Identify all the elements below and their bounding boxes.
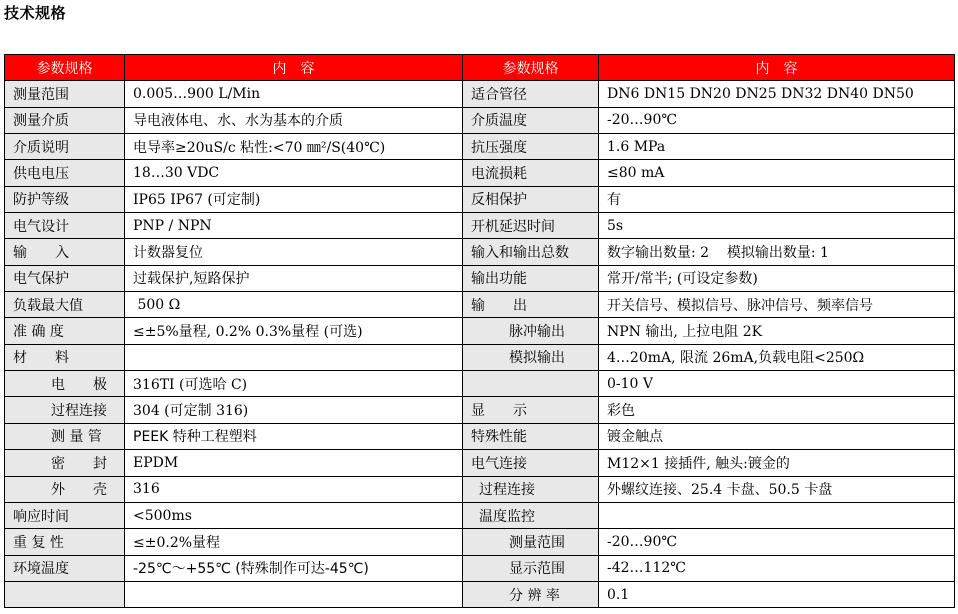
row-value-left: 电导率≥20uS/c 粘性:<70 ㎜²/S(40℃) bbox=[125, 134, 463, 160]
row-value-left bbox=[125, 344, 463, 370]
row-value-left: 18…30 VDC bbox=[125, 160, 463, 186]
row-value-left: 0.005…900 L/Min bbox=[125, 81, 463, 107]
row-label-left: 电气保护 bbox=[5, 265, 125, 291]
row-label-right: 特殊性能 bbox=[463, 423, 599, 449]
header-content-right: 内 容 bbox=[599, 55, 955, 81]
row-label-left: 供电电压 bbox=[5, 160, 125, 186]
row-label-right: 模拟输出 bbox=[463, 344, 599, 370]
spec-table bbox=[4, 54, 955, 608]
row-label-left bbox=[5, 581, 125, 607]
table-row bbox=[5, 581, 955, 607]
row-label-right: 测量范围 bbox=[463, 529, 599, 555]
row-value-left: PEEK 特种工程塑料 bbox=[125, 423, 463, 449]
row-label-left: 电 极 bbox=[5, 371, 125, 397]
table-row bbox=[5, 397, 955, 423]
row-label-left: 测 量 管 bbox=[5, 423, 125, 449]
row-label-left: 密 封 bbox=[5, 450, 125, 476]
row-value-right: ≤80 mA bbox=[599, 160, 955, 186]
row-label-left: 电气设计 bbox=[5, 213, 125, 239]
table-row bbox=[5, 318, 955, 344]
row-label-left: 重 复 性 bbox=[5, 529, 125, 555]
row-value-right: 0.1 bbox=[599, 581, 955, 607]
row-label-right: 介质温度 bbox=[463, 107, 599, 133]
row-label-right: 电流损耗 bbox=[463, 160, 599, 186]
table-row bbox=[5, 423, 955, 449]
table-row bbox=[5, 502, 955, 528]
row-label-right: 开机延迟时间 bbox=[463, 213, 599, 239]
row-label-left: 测量范围 bbox=[5, 81, 125, 107]
table-header-row bbox=[5, 55, 955, 81]
table-row bbox=[5, 476, 955, 502]
row-label-right: 抗压强度 bbox=[463, 134, 599, 160]
row-label-left: 介质说明 bbox=[5, 134, 125, 160]
row-value-right: 常开/常半; (可设定参数) bbox=[599, 265, 955, 291]
row-label-left: 负载最大值 bbox=[5, 292, 125, 318]
row-label-left: 环境温度 bbox=[5, 555, 125, 581]
row-label-right: 适合管径 bbox=[463, 81, 599, 107]
row-label-left: 材 料 bbox=[5, 344, 125, 370]
row-label-right: 温度监控 bbox=[463, 502, 599, 528]
row-label-left: 过程连接 bbox=[5, 397, 125, 423]
row-label-right: 脉冲输出 bbox=[463, 318, 599, 344]
row-value-left: 304 (可定制 316) bbox=[125, 397, 463, 423]
row-value-left: ≤±5%量程, 0.2% 0.3%量程 (可选) bbox=[125, 318, 463, 344]
row-label-left: 防护等级 bbox=[5, 186, 125, 212]
row-value-right: 开关信号、模拟信号、脉冲信号、频率信号 bbox=[599, 292, 955, 318]
row-value-left: IP65 IP67 (可定制) bbox=[125, 186, 463, 212]
row-label-right: 电气连接 bbox=[463, 450, 599, 476]
row-value-right: 外螺纹连接、25.4 卡盘、50.5 卡盘 bbox=[599, 476, 955, 502]
row-value-left: 过载保护,短路保护 bbox=[125, 265, 463, 291]
table-row bbox=[5, 344, 955, 370]
row-value-left: 500 Ω bbox=[125, 292, 463, 318]
row-label-left: 外 壳 bbox=[5, 476, 125, 502]
row-label-right: 反相保护 bbox=[463, 186, 599, 212]
row-value-left: ≤±0.2%量程 bbox=[125, 529, 463, 555]
row-label-right: 输入和输出总数 bbox=[463, 239, 599, 265]
row-value-left: PNP / NPN bbox=[125, 213, 463, 239]
row-value-right bbox=[599, 502, 955, 528]
table-row bbox=[5, 186, 955, 212]
row-label-left: 输 入 bbox=[5, 239, 125, 265]
row-value-right: 0-10 V bbox=[599, 371, 955, 397]
table-row bbox=[5, 555, 955, 581]
row-value-left: 计数器复位 bbox=[125, 239, 463, 265]
row-label-right: 输 出 bbox=[463, 292, 599, 318]
row-label-left: 准 确 度 bbox=[5, 318, 125, 344]
table-row bbox=[5, 450, 955, 476]
table-row bbox=[5, 160, 955, 186]
row-value-left: 导电液体电、水、水为基本的介质 bbox=[125, 107, 463, 133]
table-row bbox=[5, 371, 955, 397]
table-row bbox=[5, 213, 955, 239]
row-value-right: 镀金触点 bbox=[599, 423, 955, 449]
row-label-right: 显示范围 bbox=[463, 555, 599, 581]
row-value-left: <500ms bbox=[125, 502, 463, 528]
row-label-left: 测量介质 bbox=[5, 107, 125, 133]
row-value-right: 5s bbox=[599, 213, 955, 239]
row-value-left: 316 bbox=[125, 476, 463, 502]
row-value-right: NPN 输出, 上拉电阻 2K bbox=[599, 318, 955, 344]
row-value-right: 有 bbox=[599, 186, 955, 212]
row-value-left: -25℃～+55℃ (特殊制作可达-45℃) bbox=[125, 555, 463, 581]
row-value-right: 数字输出数量: 2 模拟输出数量: 1 bbox=[599, 239, 955, 265]
table-row bbox=[5, 107, 955, 133]
table-row bbox=[5, 529, 955, 555]
header-param-right: 参数规格 bbox=[463, 55, 599, 81]
row-label-right: 显 示 bbox=[463, 397, 599, 423]
header-content-left: 内 容 bbox=[125, 55, 463, 81]
table-row bbox=[5, 239, 955, 265]
table-row bbox=[5, 292, 955, 318]
row-value-right: 彩色 bbox=[599, 397, 955, 423]
row-value-right: M12×1 接插件, 触头:镀金的 bbox=[599, 450, 955, 476]
row-value-right: 1.6 MPa bbox=[599, 134, 955, 160]
row-value-right: -42…112℃ bbox=[599, 555, 955, 581]
row-label-right bbox=[463, 371, 599, 397]
row-label-right: 输出功能 bbox=[463, 265, 599, 291]
row-value-right: 4…20mA, 限流 26mA,负载电阻<250Ω bbox=[599, 344, 955, 370]
page-title: 技术规格 bbox=[4, 4, 67, 22]
row-value-right: DN6 DN15 DN20 DN25 DN32 DN40 DN50 bbox=[599, 81, 955, 107]
row-label-right: 过程连接 bbox=[463, 476, 599, 502]
table-row bbox=[5, 265, 955, 291]
header-param-left: 参数规格 bbox=[5, 55, 125, 81]
row-value-right: -20…90℃ bbox=[599, 529, 955, 555]
row-label-left: 响应时间 bbox=[5, 502, 125, 528]
row-value-right: -20…90℃ bbox=[599, 107, 955, 133]
row-value-left: 316TI (可选哈 C) bbox=[125, 371, 463, 397]
table-row bbox=[5, 81, 955, 107]
table-row bbox=[5, 134, 955, 160]
row-value-left bbox=[125, 581, 463, 607]
row-value-left: EPDM bbox=[125, 450, 463, 476]
row-label-right: 分 辨 率 bbox=[463, 581, 599, 607]
